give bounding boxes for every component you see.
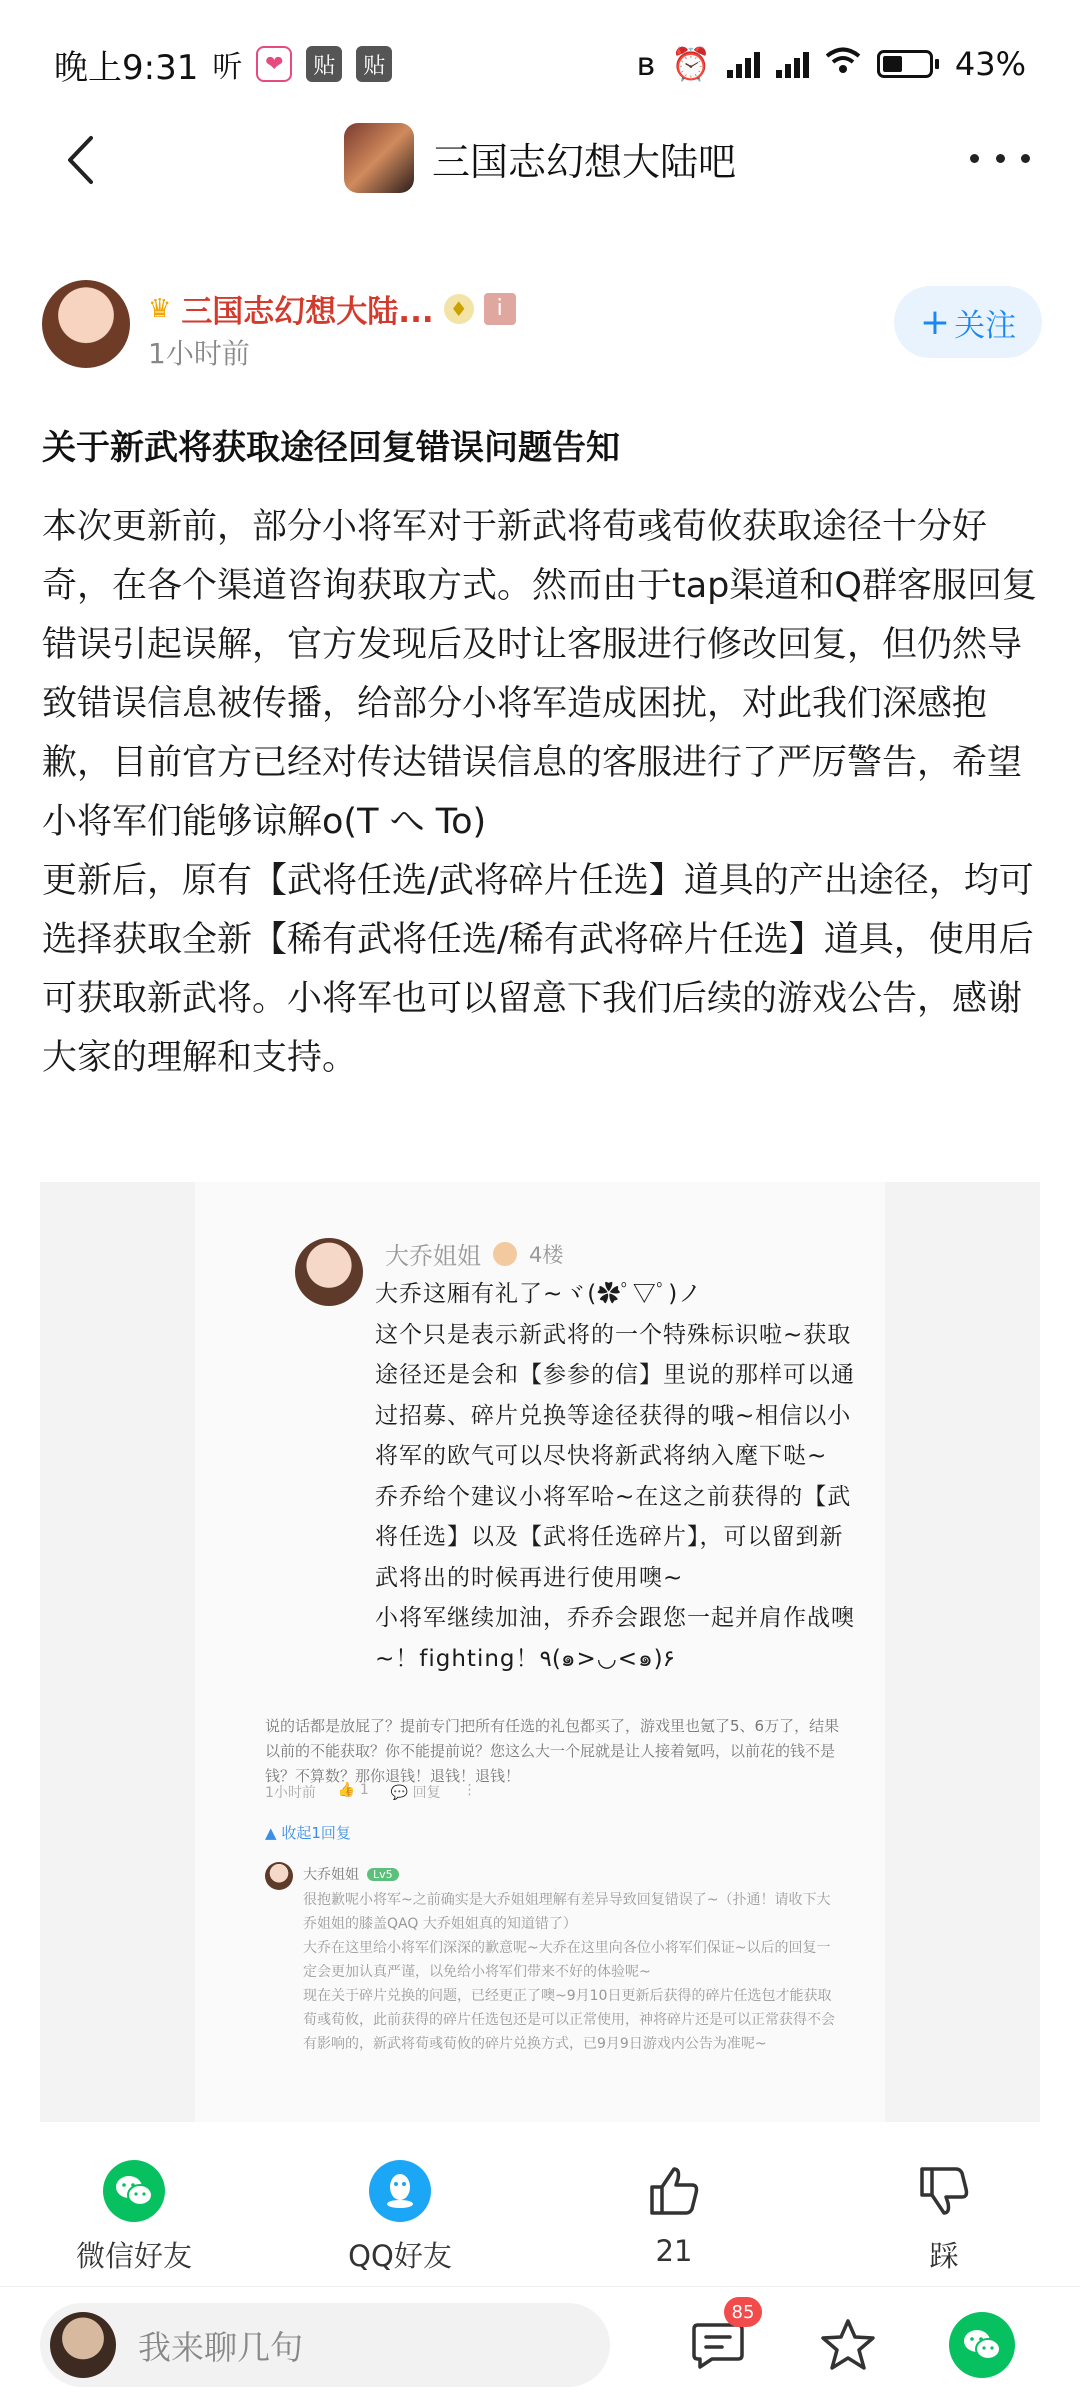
back-arrow-icon [65,135,95,185]
share-wechat-bottom-button[interactable] [944,2307,1020,2383]
forum-header[interactable] [344,123,736,193]
comments-button[interactable] [680,2301,756,2383]
battery-icon [877,50,939,78]
top-header [0,112,1080,204]
thumbs-down-icon [913,2160,975,2222]
reply-like: 👍 1 [337,1782,369,1798]
favorite-button[interactable] [810,2307,886,2383]
star-icon [819,2317,877,2373]
author-row [42,280,1042,380]
share-qq-button[interactable] [300,2160,500,2275]
wifi-icon [825,45,861,83]
author-name[interactable]: 三国志幻想大陆... [181,294,434,330]
post-body: 本次更新前，部分小将军对于新武将荀彧荀攸获取途径十分好奇，在各个渠道咨询获取方式。然而由于tap渠道和Q群客服回复错误引起误解，官方发现后及时让客服进行修改回复，但仍然导致错误信息被传播，给部分小将军造成困扰，对此我们深感抱歉，目前官方已经对传达错误信息的客服进行了严厉警告，希望小将军们能够谅解o(T へ To) 更新后，原有【武将任选/武将碎片任选】道具的产出途径，均可选择获取全新【稀有武将任选/稀有武将碎片任选】道具，使用后可获取新武将。小将军也可以留意下我们后续的游戏公告，感谢大家的理解和支持。 [42,507,1037,1078]
quote-avatar [295,1238,363,1306]
comment-input[interactable] [40,2303,610,2387]
author-name-row [148,286,516,331]
status-right [636,45,1026,83]
reply-more-icon: ⋮ [462,1782,477,1798]
quote-text: 大乔这厢有礼了~ヾ(✿ﾟ▽ﾟ)ノ 这个只是表示新武将的一个特殊标识啦~获取途径还是会和【参参的信】里说的那样可以通过招募、碎片兑换等途径获得的哦~相信以小将军的欧气可以尽快将新武将纳入麾下哒~ 乔乔给个建议小将军哈~在这之前获得的【武将任选】以及【武将任选碎片】，可以留到新武将出的时候再进行使用噢~ 小将军继续加油，乔乔会跟您一起并肩作战噢~！fighting！٩(๑>◡<๑)۶ [375,1281,855,1672]
dislike-button[interactable] [844,2160,1044,2275]
reply-text: 说的话都是放屁了？提前专门把所有任选的礼包都买了，游戏里也氪了5、6万了，结果以前的不能获取？你不能提前说？您这么大一个屁就是让人接着氪吗，以前花的钱不是钱？不算数？那你退钱！退钱！退钱！ [265,1717,840,1785]
tieba-notification-icon-2: 贴 [356,46,392,82]
status-time: 晚上9:31 [54,47,199,88]
share-row [0,2160,1080,2280]
dislike-label: 踩 [929,2239,959,2273]
sub-reply-text: 很抱歉呢小将军~之前确实是大乔姐姐理解有差异导致回复错误了~（扑通！请收下大乔姐姐的膝盖QAQ 大乔姐姐真的知道错了） 大乔在这里给小将军们深深的歉意呢~大乔在这里向各位小将军们保证~以后的回复一定会更加认真严谨，以免给小将军们带来不好的体验呢~ 现在关于碎片兑换的问题，已经更正了噢~9月10日更新后获得的碎片任选包才能获取荀彧荀攸，此前获得的碎片任选包还是可以正常使用，神将碎片还是可以正常获得不会有影响的，新武将荀彧荀攸的碎片兑换方式，已9月9日游戏内公告为准呢~ [303,1892,835,2052]
heart-notification-icon: ❤ [256,46,292,82]
sub-reply-avatar [265,1862,293,1890]
crown-icon: ♛ [148,293,172,324]
reply-time: 1小时前 [265,1785,316,1801]
battery-percent: 43% [954,45,1026,83]
like-count: 21 [655,2234,693,2268]
share-wechat-button[interactable] [34,2160,234,2275]
plus-icon: + [919,301,951,343]
sub-name-row [303,1864,399,1884]
follow-button[interactable] [894,286,1042,358]
alarm-icon: ⏰ [671,45,711,83]
qq-icon [369,2160,431,2222]
comment-count-badge: 85 [724,2297,762,2327]
signal-icon [727,50,760,78]
forum-avatar[interactable] [344,123,414,193]
dot-icon [1021,154,1030,163]
follow-label: 关注 [954,307,1017,344]
screenshot-content [195,1182,885,2122]
sub-level-badge: Lv5 [367,1868,399,1881]
collapse-replies-link: ▲ 收起1回复 [265,1824,351,1842]
dot-icon [970,154,979,163]
reply-action: 💬 回复 [390,1785,441,1801]
level-badge-icon [493,1242,517,1266]
wechat-label: 微信好友 [75,2239,192,2273]
quote-name-row [385,1236,563,1271]
info-badge-icon: i [484,293,516,325]
qq-label: QQ好友 [348,2239,452,2273]
status-bar [0,0,1080,128]
author-avatar[interactable] [42,280,130,368]
status-left [54,40,392,89]
listen-badge: 听 [212,50,243,85]
forum-title[interactable]: 三国志幻想大陆吧 [431,139,736,184]
reply-meta [265,1782,477,1802]
post-screenshot-image[interactable] [40,1182,1040,2122]
quote-author-name: 大乔姐姐 [385,1242,481,1270]
wechat-icon [103,2160,165,2222]
reply-like-count: 1 [359,1782,369,1798]
post-time: 1小时前 [148,337,250,370]
reply-action-label: 回复 [412,1785,441,1801]
comment-placeholder: 我来聊几句 [138,2327,303,2367]
thumbs-up-icon [643,2160,705,2222]
wechat-share-icon [949,2312,1015,2378]
quote-floor: 4楼 [529,1242,564,1267]
bottom-bar [0,2286,1080,2400]
post-title: 关于新武将获取途径回复错误问题告知 [42,428,620,468]
more-options-button[interactable] [970,138,1030,178]
back-button[interactable] [50,130,110,190]
signal-icon-2 [776,50,809,78]
tieba-notification-icon: 贴 [306,46,342,82]
dot-icon [996,154,1005,163]
bluetooth-icon: ʙ [636,45,656,83]
sub-reply-name: 大乔姐姐 [303,1867,359,1883]
collapse-label: 收起1回复 [281,1824,351,1842]
my-avatar [50,2312,116,2378]
like-button[interactable] [574,2160,774,2268]
gem-badge-icon: ♦ [444,294,474,324]
